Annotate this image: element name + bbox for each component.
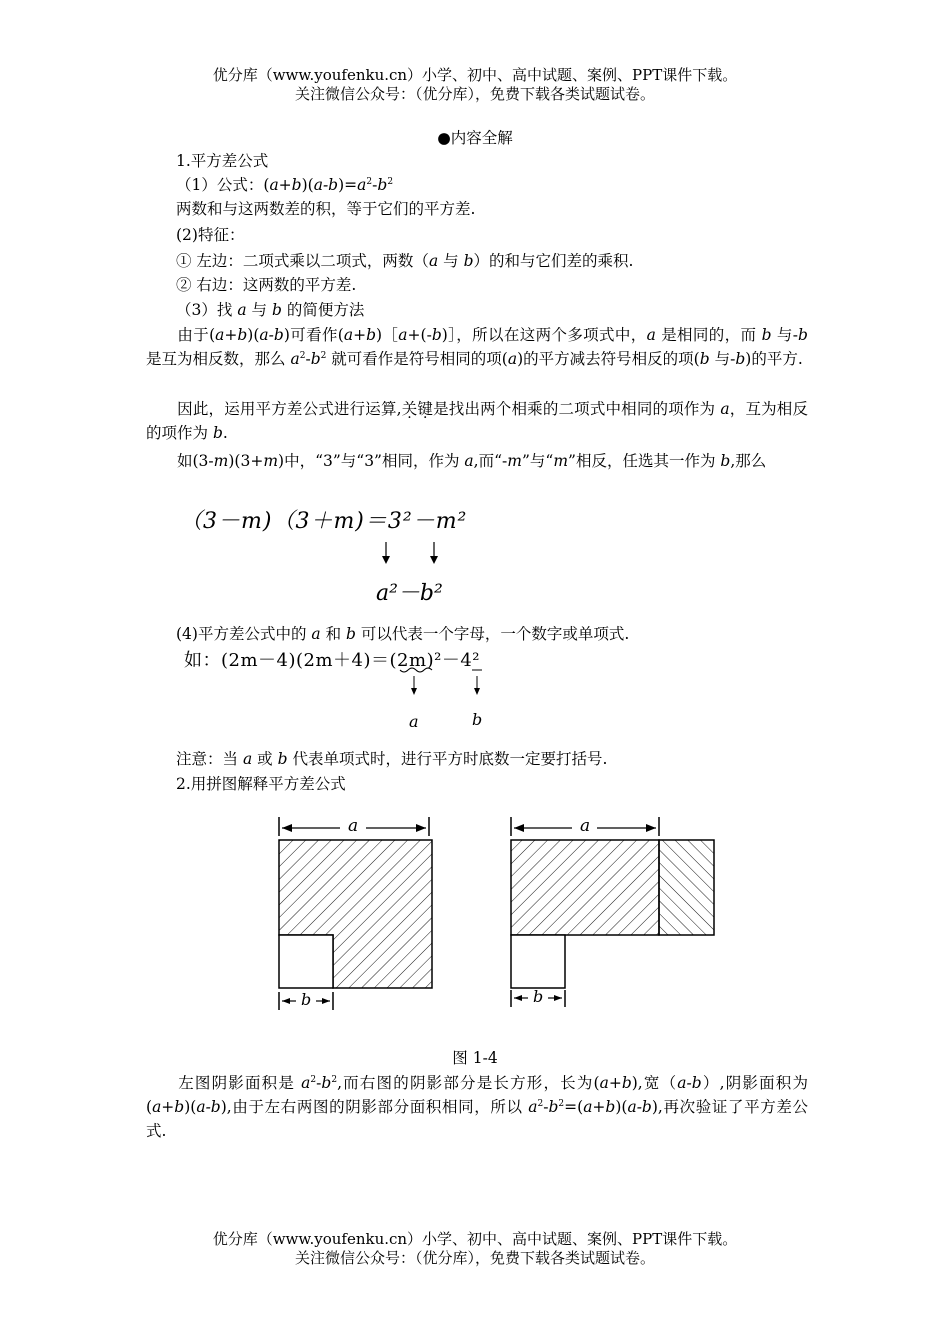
key-char-1: 关 xyxy=(401,400,418,418)
p3-t5: ”与“ xyxy=(521,452,554,470)
p2-t4: . xyxy=(222,424,228,442)
p4-t8: )( xyxy=(615,1098,628,1116)
left-a-arrow-l xyxy=(282,824,292,832)
left-b: 与 xyxy=(443,252,459,270)
math-apb: a+b xyxy=(215,326,248,344)
eq2-a-label: a xyxy=(409,712,419,731)
math-apb: a+b xyxy=(599,1074,632,1092)
p3-t7: ,那么 xyxy=(730,452,767,470)
right-b-arrow-l xyxy=(514,995,522,1001)
eq2-top: 如：(2m－4)(2m＋4)＝(2m)²－4² xyxy=(184,650,480,671)
formula-prefix: （1）公式： xyxy=(176,176,264,194)
p1-t8: 与- xyxy=(776,326,799,344)
math-m: m xyxy=(263,452,279,470)
figure-caption: 图 1-4 xyxy=(452,1049,498,1067)
p4-t5: )( xyxy=(184,1098,197,1116)
math-b: b xyxy=(798,326,808,344)
p4-t6: ),由于左右两图的阴影部分面积相同，所以 xyxy=(220,1098,523,1116)
math-b: b xyxy=(720,452,731,470)
p1-t7: 是相同的，而 xyxy=(661,326,757,344)
math-amb: a-b xyxy=(313,176,339,194)
p3-t6: ”相反，任选其一作为 xyxy=(568,452,716,470)
p4-t2: ,而右图的阴影部分是长方形，长为( xyxy=(337,1074,600,1092)
p4-t3: ),宽（ xyxy=(631,1074,678,1092)
math-amb: a-b xyxy=(677,1074,702,1092)
left-b-arrow-l xyxy=(282,998,290,1004)
right-figure xyxy=(511,817,714,1007)
math-b: b xyxy=(346,625,356,643)
math-b: b xyxy=(431,326,442,344)
math-b: b xyxy=(271,301,282,319)
left-label-a: a xyxy=(348,816,359,836)
math-m: m xyxy=(213,452,229,470)
right-side-line: ② 右边：这两数的平方差. xyxy=(176,276,357,294)
math-a: a xyxy=(428,252,439,270)
paragraph-4: 左图阴影面积是 $a^2-b^2$,而右图的阴影部分是长方形，长为(a+b),宽（a-b）,阴影面积为(a+b)(a-b),由于左右两图的阴影部分面积相同，所以 $a^2-b^2=(a+b)(a-b)$,再次验证了平方差公式. xyxy=(146,1074,808,1140)
note-t3: 代表单项式时，进行平方时底数一定要打括号. xyxy=(292,750,608,768)
p1-t12: 与- xyxy=(714,350,736,368)
formula-line: （1）公式：$(a+b)(a-b)=a^2-b^2$ xyxy=(176,176,394,194)
section-title: ●内容全解 xyxy=(437,129,513,147)
right-b-arrow-r xyxy=(554,995,562,1001)
right-small-square xyxy=(511,935,565,988)
math-a: a xyxy=(357,176,367,194)
p3-t1: 如(3- xyxy=(177,452,214,470)
p1-t2: )( xyxy=(247,326,260,344)
p1-t10: 就可看作是符号相同的项( xyxy=(331,350,508,368)
s4-t3: 可以代表一个字母，一个数字或单项式. xyxy=(360,625,630,643)
header-line-2: 关注微信公众号：（优分库），免费下载各类试题试卷。 xyxy=(294,85,655,103)
features-heading: (2)特征： xyxy=(176,226,245,244)
math-b: b xyxy=(277,750,288,768)
p1-t11: )的平方减去符号相反的项( xyxy=(517,350,700,368)
math-a: a xyxy=(242,750,253,768)
math-a: a xyxy=(237,301,247,319)
find-c: 的简便方法 xyxy=(286,301,365,319)
right-a-arrow-l xyxy=(514,824,524,832)
right-shaded-main xyxy=(511,840,659,935)
math-b: b xyxy=(212,424,223,442)
math-apb: a+b xyxy=(152,1098,185,1116)
eq1-top: （3－m)（3＋m)＝3²－m² xyxy=(180,509,468,534)
definition-line: 两数和与这两数差的积，等于它们的平方差. xyxy=(176,200,476,218)
footer-line-1: 优分库（www.youfenku.cn）小学、初中、高中试题、案例、PPT课件下载。 xyxy=(212,1230,738,1248)
p2-t3: ，互为相反的项作为 xyxy=(146,400,808,442)
p2-t2: 是找出两个相乘的二项式中相同的项作为 xyxy=(433,400,716,418)
math-apb: a+b xyxy=(583,1098,616,1116)
s4-t1: (4)平方差公式中的 xyxy=(176,625,307,643)
left-label-b: b xyxy=(301,990,312,1009)
find-b: 与 xyxy=(251,301,268,319)
math-a: a xyxy=(720,400,730,418)
header-line-1: 优分库（www.youfenku.cn）小学、初中、高中试题、案例、PPT课件下载。 xyxy=(212,66,738,84)
p1-t13: )的平方. xyxy=(745,350,803,368)
note-t1: 注意：当 xyxy=(176,750,239,768)
math-b: b xyxy=(735,350,746,368)
right-label-a: a xyxy=(580,816,591,836)
key-char-2: 键 xyxy=(417,400,434,418)
paragraph-1: 由于(a+b)(a-b)可看作(a+b)［a+(-b)］，所以在这两个多项式中，a 是相同的，而 b 与-b是互为相反数，那么 $a^2-b^2$ 就可看作是符号相同的项(a)的平方减去符号相反的项(b 与-b)的平方. xyxy=(146,326,808,368)
p1-t4: )［ xyxy=(376,326,399,344)
right-shaded-strip xyxy=(659,840,714,935)
p3-t2: )(3+ xyxy=(228,452,264,470)
math-apb: a+b xyxy=(343,326,377,344)
p4-t9: ),再次验证了平方差公式. xyxy=(146,1098,808,1140)
left-c: ）的和与它们差的乘积. xyxy=(473,252,634,270)
math-a: a xyxy=(507,350,518,368)
left-figure xyxy=(279,817,432,1010)
p2-t1: 因此，运用平方差公式进行运算, xyxy=(177,400,402,418)
math-amb: a-b xyxy=(627,1098,652,1116)
s2-title: 2.用拼图解释平方差公式 xyxy=(176,775,346,793)
p1-t9: 是互为相反数，那么 xyxy=(146,350,286,368)
p3-t4: ,而“- xyxy=(473,452,508,470)
eq1-bottom: a²－b² xyxy=(376,581,443,606)
s4-t2: 和 xyxy=(325,625,342,643)
math-b: b xyxy=(463,252,474,270)
p1-t3: )可看作( xyxy=(283,326,344,344)
math-a: a xyxy=(646,326,656,344)
math-amb: a-b xyxy=(259,326,284,344)
math-m: m xyxy=(507,452,522,470)
math-m: m xyxy=(553,452,569,470)
math-a: a xyxy=(464,452,474,470)
left-b-arrow-r xyxy=(322,998,330,1004)
s1-title: 1.平方差公式 xyxy=(176,152,269,170)
left-a-arrow-r xyxy=(416,824,426,832)
eq2-b-label: b xyxy=(472,710,483,729)
math-a: a xyxy=(398,326,408,344)
p4-t1: 左图阴影面积是 xyxy=(177,1074,296,1092)
math-amb: a-b xyxy=(196,1098,221,1116)
p1-t6: )］，所以在这两个多项式中， xyxy=(441,326,647,344)
p4-t7: =( xyxy=(564,1098,584,1116)
note-t2: 或 xyxy=(257,750,273,768)
math-a: a xyxy=(311,625,321,643)
footer-line-2: 关注微信公众号：（优分库），免费下载各类试题试卷。 xyxy=(294,1249,655,1267)
p3-t3: )中，“3”与“3”相同，作为 xyxy=(278,452,460,470)
math-b: b xyxy=(699,350,710,368)
math-apb: a+b xyxy=(269,176,302,194)
find-a: （3）找 xyxy=(176,301,233,319)
math-b: b xyxy=(377,176,388,194)
left-a: ① 左边：二项式乘以二项式，两数（ xyxy=(176,252,429,270)
math-b: b xyxy=(761,326,772,344)
right-a-arrow-r xyxy=(646,824,656,832)
p1-t1: 由于( xyxy=(177,326,216,344)
right-label-b: b xyxy=(533,987,544,1006)
left-small-square xyxy=(279,935,333,988)
p4-t4: ）,阴影面积为( xyxy=(146,1074,808,1116)
p1-t5: +(- xyxy=(407,326,432,344)
